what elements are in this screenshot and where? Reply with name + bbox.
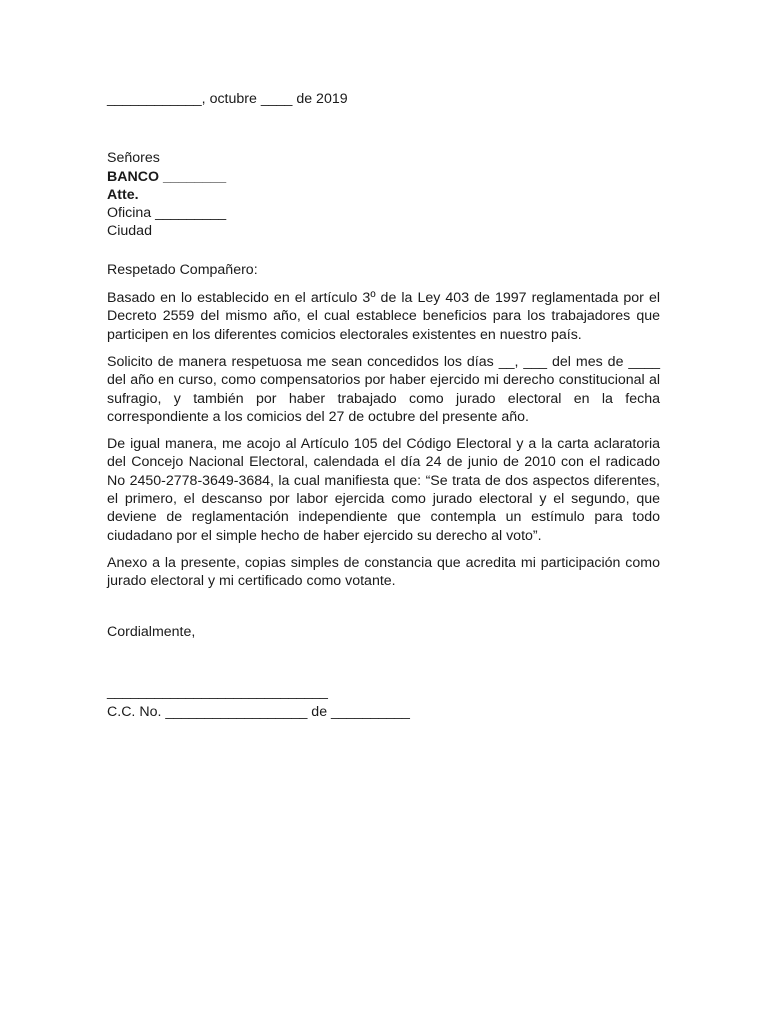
date-line: ____________, octubre ____ de 2019 [107, 91, 348, 107]
greeting: Respetado Compañero: [107, 261, 258, 278]
closing: Cordialmente, [107, 623, 196, 640]
id-number-line: C.C. No. __________________ de __________ [107, 704, 410, 721]
addressee-salutation: Señores [107, 150, 160, 167]
paragraph-electoral-code: De igual manera, me acojo al Artículo 105 del Código Electoral y a la carta aclaratoria del Concejo Nacional Electoral, calendada el día 24 de junio de 2010 con el radicado No 2450-2778-3649-3684, la cual manifiesta que: “Se trata de dos aspectos diferentes, el primero, el descanso por labor ejercida como jurado electoral y el segundo, que deviene de reglamentación independiente que contempla un estímulo para todo ciudadano por el simple hecho de haber ejercido su derecho al voto”. [107, 436, 660, 544]
addressee-bank: BANCO ________ [107, 168, 227, 185]
signature-line: ____________________________ [107, 683, 328, 700]
addressee-office: Oficina _________ [107, 205, 227, 222]
paragraph-legal-basis: Basado en lo establecido en el artículo 3º de la Ley 403 de 1997 reglamentada por el Decreto 2559 del mismo año, el cual establece beneficios para los trabajadores que participen en los diferentes comicios electorales existentes en nuestro país. [107, 290, 660, 343]
addressee-block [107, 149, 660, 240]
paragraph-attachments: Anexo a la presente, copias simples de constancia que acredita mi participación como jurado electoral y mi certificado como votante. [107, 554, 660, 590]
letter-page [107, 90, 660, 721]
paragraph-request: Solicito de manera respetuosa me sean concedidos los días __, ___ del mes de ____ del año en curso, como compensatorios por haber ejercido mi derecho constitucional al sufragio, y también por haber trabajado como jurado electoral en la fecha correspondiente a los comicios del 27 de octubre del presente año. [107, 353, 660, 425]
addressee-attention: Atte. [107, 186, 139, 203]
addressee-city: Ciudad [107, 223, 152, 240]
